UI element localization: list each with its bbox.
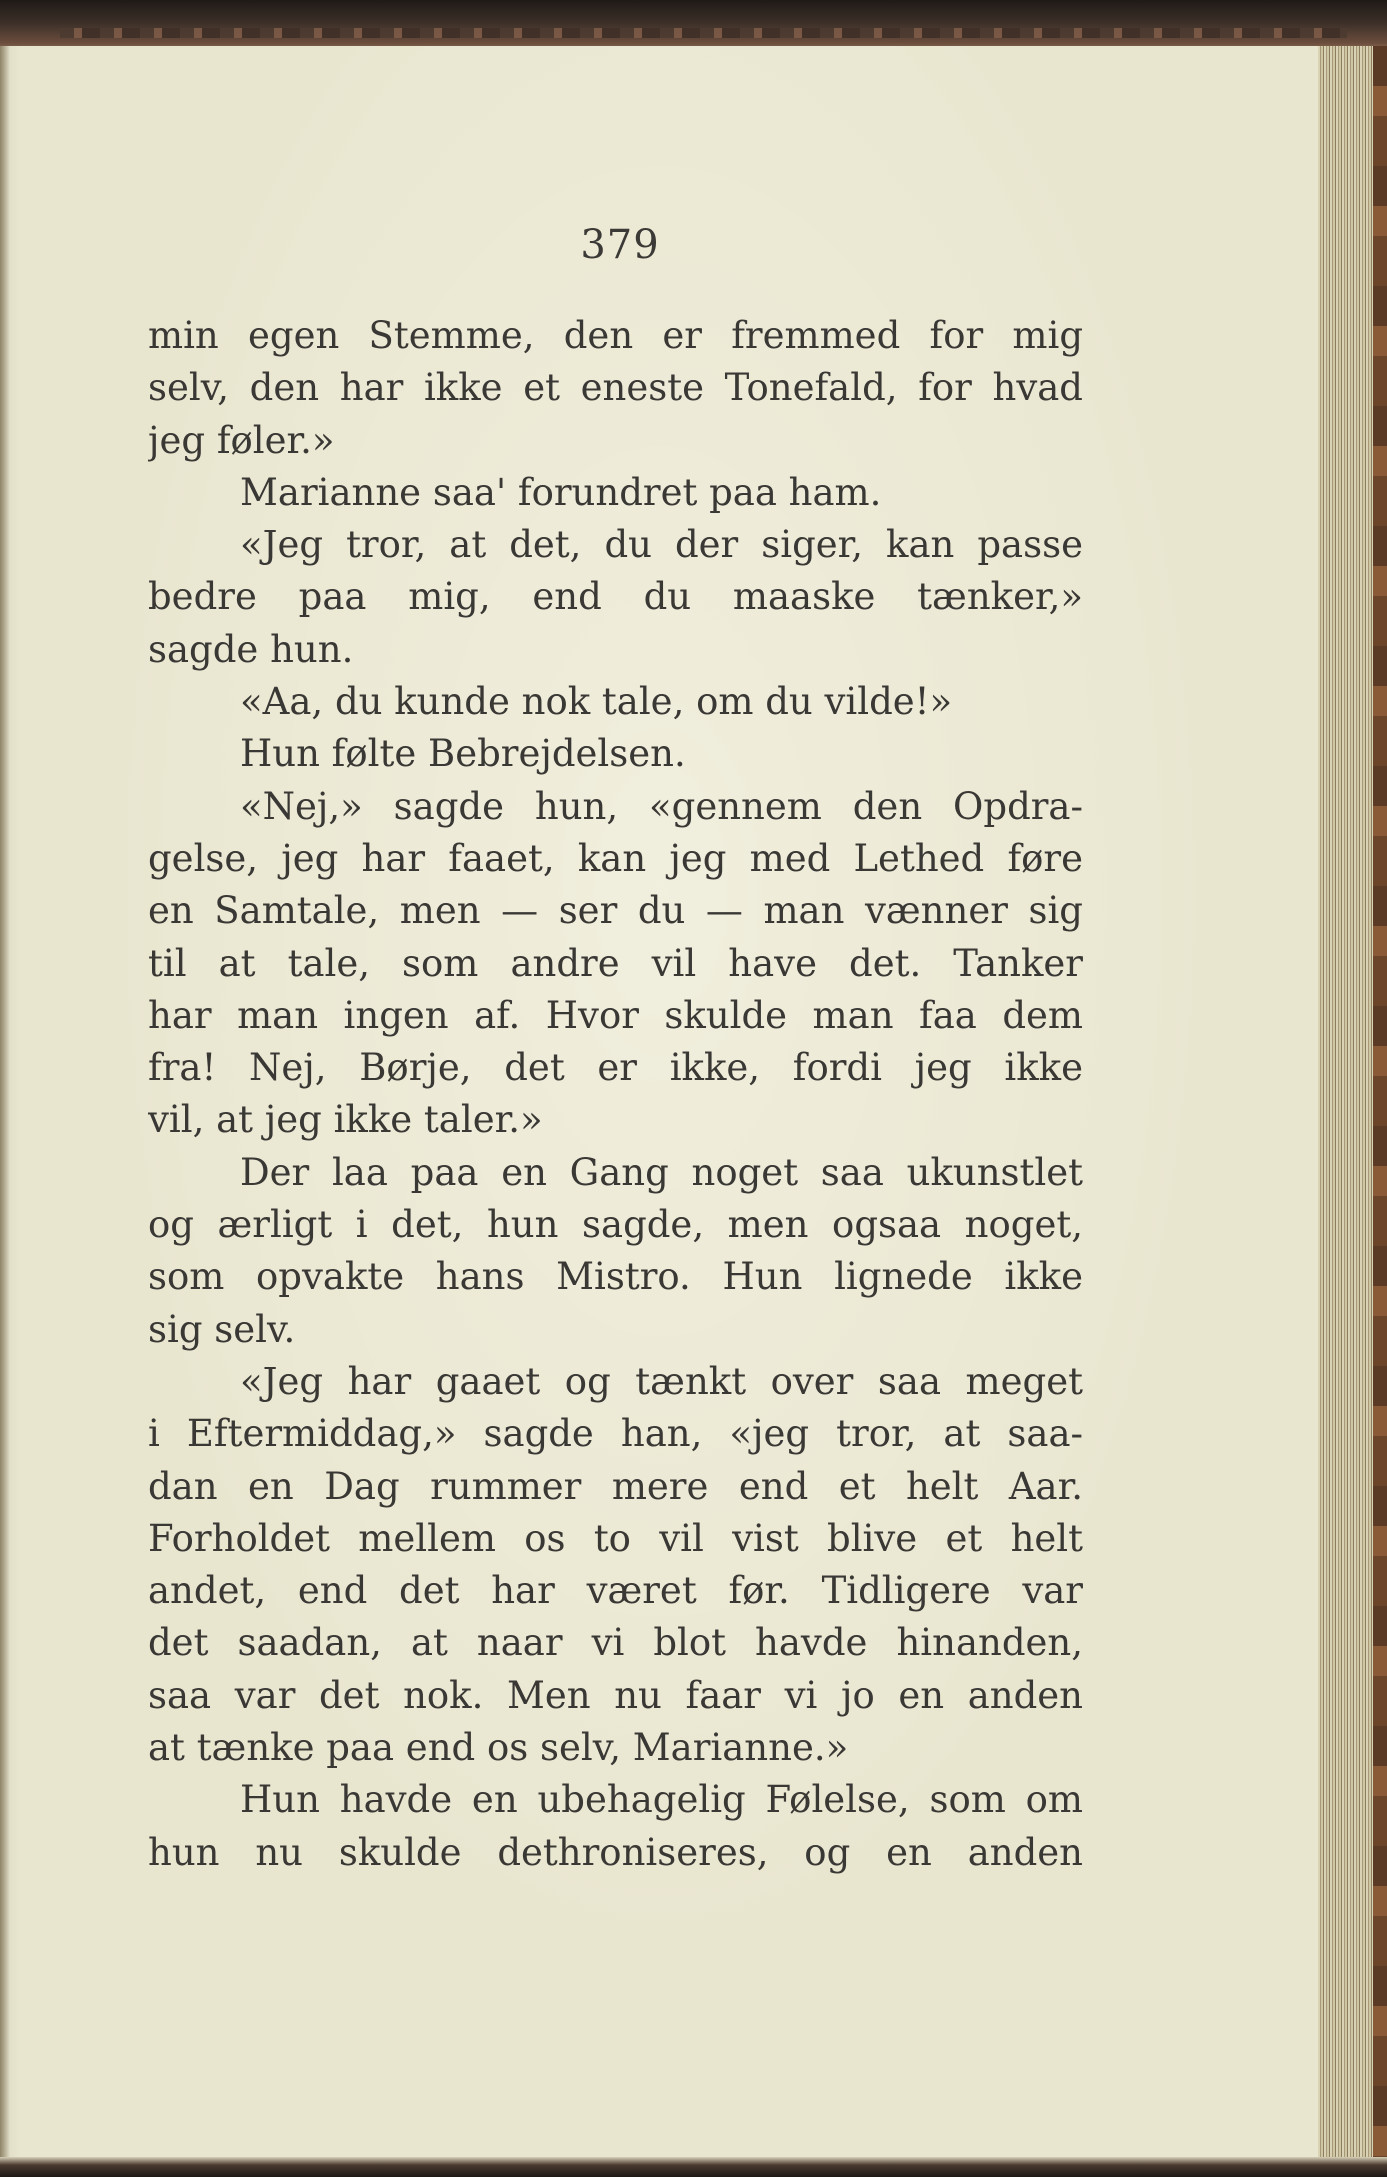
text-line: Hun følte Bebrejdelsen.	[240, 732, 686, 776]
text-line: har man ingen af. Hvor skulde man faa dem	[148, 993, 1083, 1037]
text-line: «Aa, du kunde nok tale, om du vilde!»	[240, 680, 953, 724]
text-line: hun nu skulde dethroniseres, og en anden	[148, 1830, 1083, 1874]
text-line: bedre paa mig, end du maaske tænker,»	[148, 575, 1083, 619]
text-line: fra! Nej, Børje, det er ikke, fordi jeg ikke	[148, 1046, 1083, 1090]
text-line: jeg føler.»	[148, 418, 335, 462]
book-cover-edge	[1373, 46, 1387, 2160]
text-line: selv, den har ikke et eneste Tonefald, for hvad	[148, 366, 1083, 410]
text-line: «Nej,» sagde hun, «gennem den Opdra-	[240, 784, 1083, 828]
page-stack-edge	[1318, 46, 1387, 2160]
binding-stripe	[60, 28, 1347, 38]
text-line: dan en Dag rummer mere end et helt Aar.	[148, 1464, 1083, 1508]
text-line: og ærligt i det, hun sagde, men ogsaa noget,	[148, 1203, 1083, 1247]
text-line: som opvakte hans Mistro. Hun lignede ikke	[148, 1255, 1083, 1299]
text-line: sagde hun.	[148, 627, 354, 671]
body-text	[148, 310, 1083, 1879]
text-line: gelse, jeg har faaet, kan jeg med Lethed føre	[148, 836, 1083, 880]
text-line: at tænke paa end os selv, Marianne.»	[148, 1726, 849, 1770]
text-line: en Samtale, men — ser du — man vænner sig	[148, 889, 1083, 933]
text-line: Der laa paa en Gang noget saa ukunstlet	[240, 1150, 1083, 1194]
book-bottom-edge	[0, 2157, 1387, 2177]
gutter-shadow	[0, 46, 10, 2160]
text-line: det saadan, at naar vi blot havde hinanden,	[148, 1621, 1083, 1665]
page-number: 379	[580, 222, 660, 268]
text-line: Forholdet mellem os to vil vist blive et helt	[148, 1516, 1083, 1560]
text-line: Marianne saa' forundret paa ham.	[240, 470, 882, 514]
text-line: saa var det nok. Men nu faar vi jo en anden	[148, 1673, 1083, 1717]
text-line: andet, end det har været før. Tidligere var	[148, 1569, 1083, 1613]
text-line: sig selv.	[148, 1307, 296, 1351]
text-line: min egen Stemme, den er fremmed for mig	[148, 314, 1083, 357]
book-top-edge	[0, 0, 1387, 50]
text-line: vil, at jeg ikke taler.»	[148, 1098, 543, 1142]
text-line: «Jeg har gaaet og tænkt over saa meget	[240, 1359, 1083, 1403]
text-line: til at tale, som andre vil have det. Tanker	[148, 941, 1083, 985]
text-line: i Eftermiddag,» sagde han, «jeg tror, at saa-	[148, 1412, 1083, 1456]
text-line: «Jeg tror, at det, du der siger, kan passe	[240, 523, 1083, 567]
text-line: Hun havde en ubehagelig Følelse, som om	[240, 1778, 1083, 1822]
